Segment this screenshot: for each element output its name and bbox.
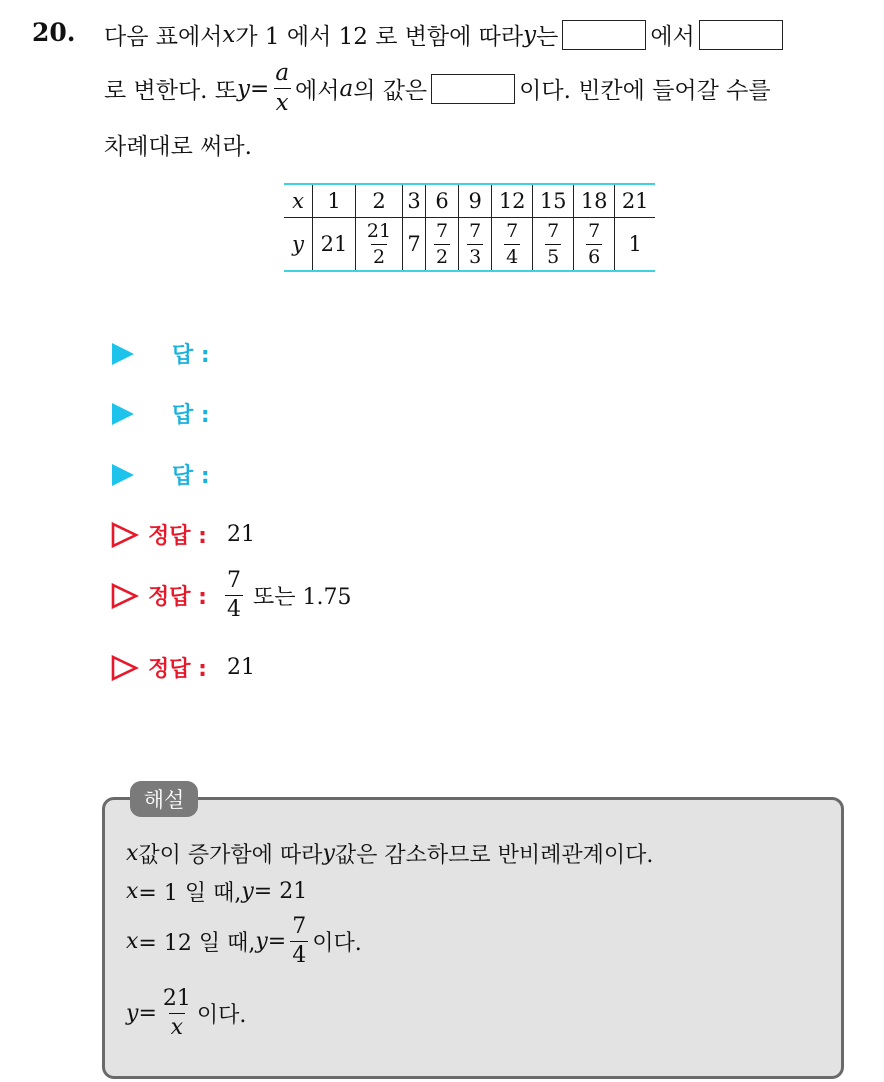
table-cell: 3 bbox=[403, 184, 426, 218]
play-arrow-icon bbox=[112, 343, 134, 365]
q2-frac-num: a bbox=[275, 60, 290, 86]
answer-blank-1 bbox=[562, 20, 646, 50]
frac-num: 21 bbox=[162, 986, 191, 1011]
outline-triangle-icon bbox=[110, 582, 140, 610]
exp-text: = 21 bbox=[253, 879, 308, 904]
frac-den: 2 bbox=[436, 245, 449, 268]
exp-var: x bbox=[126, 929, 139, 954]
exp-var: y bbox=[126, 1001, 139, 1026]
q2-var-y: y bbox=[237, 75, 251, 102]
frac-num: 7 bbox=[547, 219, 560, 242]
table-cell: 1 bbox=[313, 184, 356, 218]
table-cell: 9 bbox=[459, 184, 492, 218]
play-arrow-icon bbox=[112, 464, 134, 486]
q1-var-x: x bbox=[222, 21, 236, 48]
question-line-2 bbox=[104, 62, 771, 115]
frac-num: 7 bbox=[588, 219, 601, 242]
q2-frac-den: x bbox=[275, 90, 289, 116]
table-cell bbox=[459, 218, 492, 272]
solution-row-1 bbox=[110, 519, 255, 550]
q1-text-2: 가 1 에서 12 로 변함에 따라 bbox=[235, 24, 524, 50]
table-cell: 7 bbox=[403, 218, 426, 272]
exp-var: x bbox=[126, 879, 139, 904]
table-row-x bbox=[284, 184, 655, 218]
q1-text-4: 에서 bbox=[650, 24, 695, 50]
value-table bbox=[284, 183, 655, 272]
question-line-3 bbox=[104, 128, 252, 161]
table-fraction bbox=[467, 219, 483, 268]
frac-den: 5 bbox=[547, 245, 560, 268]
table-fraction bbox=[434, 219, 450, 268]
solution-value-1: 21 bbox=[226, 522, 255, 547]
exp-text: = bbox=[138, 1001, 157, 1026]
solution-row-3 bbox=[110, 652, 255, 683]
explanation-line-1 bbox=[126, 838, 653, 869]
table-fraction bbox=[545, 219, 561, 268]
table-cell bbox=[574, 218, 615, 272]
table-cell: 12 bbox=[492, 184, 533, 218]
table-fraction bbox=[365, 219, 393, 268]
frac-num: 7 bbox=[436, 219, 449, 242]
q2-text-2: 에서 bbox=[295, 78, 340, 104]
exp-var: y bbox=[322, 841, 335, 866]
frac-den: 4 bbox=[292, 943, 307, 968]
q1-text-1: 다음 표에서 bbox=[104, 24, 223, 50]
table-cell: 6 bbox=[426, 184, 459, 218]
q1-text-3: 는 bbox=[536, 24, 559, 50]
solution-value-3: 21 bbox=[226, 655, 255, 680]
answer-blank-3 bbox=[431, 74, 515, 104]
frac-den: 2 bbox=[372, 245, 386, 268]
outline-triangle-icon bbox=[110, 654, 140, 682]
frac-den: x bbox=[170, 1015, 184, 1040]
table-cell bbox=[492, 218, 533, 272]
q3-text: 차례대로 써라. bbox=[104, 134, 252, 160]
solution-label: 정답 : bbox=[148, 524, 207, 549]
table-cell: 21 bbox=[313, 218, 356, 272]
exp-var: y bbox=[241, 879, 254, 904]
q2-fraction bbox=[273, 62, 291, 115]
explanation-line-3 bbox=[126, 916, 362, 967]
explanation-line-2 bbox=[126, 876, 307, 907]
solution-label: 정답 : bbox=[148, 585, 207, 610]
explanation-tab: 해설 bbox=[130, 781, 198, 817]
frac-den: 4 bbox=[226, 597, 241, 622]
exp-text: 이다. bbox=[196, 1003, 247, 1028]
table-cell: 21 bbox=[615, 184, 656, 218]
frac-num: 7 bbox=[226, 568, 241, 593]
table-cell: 15 bbox=[533, 184, 574, 218]
answer-blank-2 bbox=[699, 20, 783, 50]
table-fraction bbox=[586, 219, 602, 268]
q2-text-4: 이다. 빈칸에 들어갈 수를 bbox=[519, 78, 771, 104]
exp-text: = 1 일 때, bbox=[138, 881, 242, 906]
outline-triangle-icon bbox=[110, 521, 140, 549]
table-cell: 2 bbox=[356, 184, 403, 218]
frac-num: 7 bbox=[292, 914, 307, 939]
table-header-y: y bbox=[284, 218, 313, 272]
answer-label: 답 : bbox=[172, 464, 210, 489]
explanation-line-4 bbox=[126, 988, 246, 1039]
q2-text-3: 의 값은 bbox=[353, 78, 428, 104]
frac-num: 7 bbox=[506, 219, 519, 242]
table-cell: 1 bbox=[615, 218, 656, 272]
solution-fraction bbox=[225, 570, 243, 621]
table-header-x: x bbox=[284, 184, 313, 218]
table-cell bbox=[533, 218, 574, 272]
frac-den: 3 bbox=[469, 245, 482, 268]
q2-eq: = bbox=[250, 75, 270, 102]
exp-text: 이다. bbox=[312, 931, 362, 956]
frac-den: 4 bbox=[506, 245, 519, 268]
exp-text: = bbox=[267, 929, 287, 954]
exp-var: y bbox=[255, 929, 268, 954]
table-cell bbox=[356, 218, 403, 272]
solution-row-2 bbox=[110, 570, 351, 621]
question-line-1 bbox=[104, 18, 787, 51]
exp-fraction bbox=[161, 988, 193, 1039]
table-cell bbox=[426, 218, 459, 272]
frac-den: 6 bbox=[588, 245, 601, 268]
frac-num: 7 bbox=[469, 219, 482, 242]
table-fraction bbox=[504, 219, 520, 268]
q1-var-y: y bbox=[523, 21, 537, 48]
solution-label: 정답 : bbox=[148, 657, 207, 682]
answer-label: 답 : bbox=[172, 343, 210, 368]
exp-text: 값은 감소하므로 반비례관계이다. bbox=[334, 843, 654, 868]
exp-text: = 12 일 때, bbox=[138, 931, 256, 956]
exp-var: x bbox=[126, 841, 139, 866]
answer-row-1 bbox=[112, 338, 210, 369]
table-cell: 18 bbox=[574, 184, 615, 218]
answer-row-3 bbox=[112, 459, 210, 490]
q2-text-1: 로 변한다. 또 bbox=[104, 78, 238, 104]
solution-value-2-rest: 또는 1.75 bbox=[252, 585, 352, 610]
answer-label: 답 : bbox=[172, 403, 210, 428]
table-row-y bbox=[284, 218, 655, 272]
answer-row-2 bbox=[112, 398, 210, 429]
play-arrow-icon bbox=[112, 403, 134, 425]
q2-var-a: a bbox=[339, 75, 354, 102]
frac-num: 21 bbox=[366, 219, 392, 242]
exp-text: 값이 증가함에 따라 bbox=[138, 843, 323, 868]
exp-fraction bbox=[290, 916, 308, 967]
question-number: 20. bbox=[32, 18, 76, 47]
